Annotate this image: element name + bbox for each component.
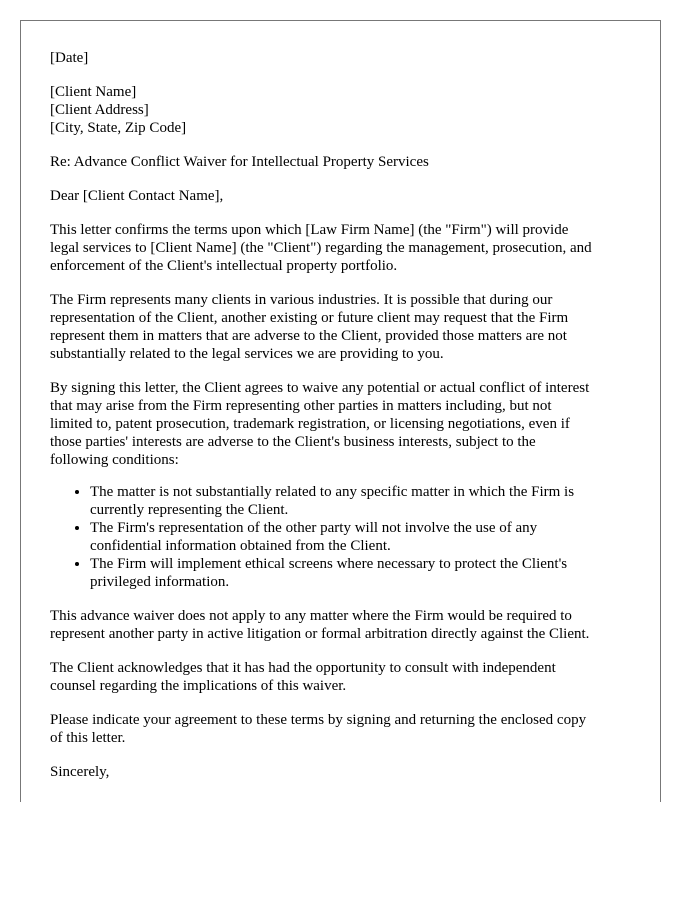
- paragraph-line: substantially related to the legal services we are providing to you.: [50, 346, 444, 362]
- paragraph-agreement-request: [50, 711, 640, 747]
- list-item: [90, 555, 640, 591]
- list-item: [90, 519, 640, 555]
- paragraph-waiver-agreement: [50, 379, 640, 469]
- paragraph-line: counsel regarding the implications of this waiver.: [50, 678, 347, 694]
- list-item-line: confidential information obtained from the Client.: [90, 538, 391, 554]
- list-item: [90, 483, 640, 519]
- paragraph-line: represent them in matters that are adverse to the Client, provided those matters are not: [50, 328, 567, 344]
- paragraph-line: limited to, patent prosecution, trademark registration, or licensing negotiations, even if: [50, 416, 570, 432]
- letter-closing: [50, 763, 640, 781]
- paragraph-line: representation of the Client, another existing or future client may request that the Firm: [50, 310, 569, 326]
- paragraph-line: This letter confirms the terms upon which [Law Firm Name] (the "Firm") will provide: [50, 222, 569, 238]
- subject-text: Re: Advance Conflict Waiver for Intellectual Property Services: [50, 154, 429, 170]
- letter-salutation: [50, 187, 640, 205]
- conditions-list: [50, 483, 640, 591]
- paragraph-waiver-exclusion: [50, 607, 640, 643]
- date-text: [Date]: [50, 50, 89, 66]
- paragraph-terms: [50, 221, 640, 275]
- list-item-line: • The Firm's representation of the other party will not involve the use of any: [90, 520, 538, 536]
- letter-content: [50, 49, 640, 797]
- paragraph-line: Please indicate your agreement to these terms by signing and returning the enclosed copy: [50, 712, 587, 728]
- paragraph-line: This advance waiver does not apply to any matter where the Firm would be required to: [50, 608, 572, 624]
- list-item-line: currently representing the Client.: [90, 502, 289, 518]
- list-item-line: privileged information.: [90, 574, 230, 590]
- paragraph-line: that may arise from the Firm representing other parties in matters including, but not: [50, 398, 552, 414]
- paragraph-line: By signing this letter, the Client agrees to waive any potential or actual conflict of interest: [50, 380, 590, 396]
- recipient-name: [Client Name]: [50, 84, 137, 100]
- list-item-line: • The Firm will implement ethical screens where necessary to protect the Client's: [90, 556, 568, 572]
- paragraph-line: The Client acknowledges that it has had the opportunity to consult with independent: [50, 660, 556, 676]
- letter-subject: [50, 153, 640, 171]
- paragraph-acknowledgement: [50, 659, 640, 695]
- letter-date: [50, 49, 640, 67]
- list-item-line: • The matter is not substantially related to any specific matter in which the Firm is: [90, 484, 575, 500]
- letter-page: [20, 20, 661, 802]
- paragraph-line: represent another party in active litigation or formal arbitration directly against the Client.: [50, 626, 590, 642]
- paragraph-line: The Firm represents many clients in various industries. It is possible that during our: [50, 292, 553, 308]
- salutation-text: Dear [Client Contact Name],: [50, 188, 224, 204]
- paragraph-line: legal services to [Client Name] (the "Client") regarding the management, prosecution, and: [50, 240, 592, 256]
- recipient-street: [Client Address]: [50, 102, 149, 118]
- paragraph-line: those parties' interests are adverse to the Client's business interests, subject to the: [50, 434, 536, 450]
- paragraph-representation: [50, 291, 640, 363]
- closing-text: Sincerely,: [50, 764, 110, 780]
- paragraph-line: of this letter.: [50, 730, 126, 746]
- paragraph-line: enforcement of the Client's intellectual property portfolio.: [50, 258, 398, 274]
- recipient-address: [50, 83, 640, 137]
- recipient-city: [City, State, Zip Code]: [50, 120, 187, 136]
- paragraph-line: following conditions:: [50, 452, 179, 468]
